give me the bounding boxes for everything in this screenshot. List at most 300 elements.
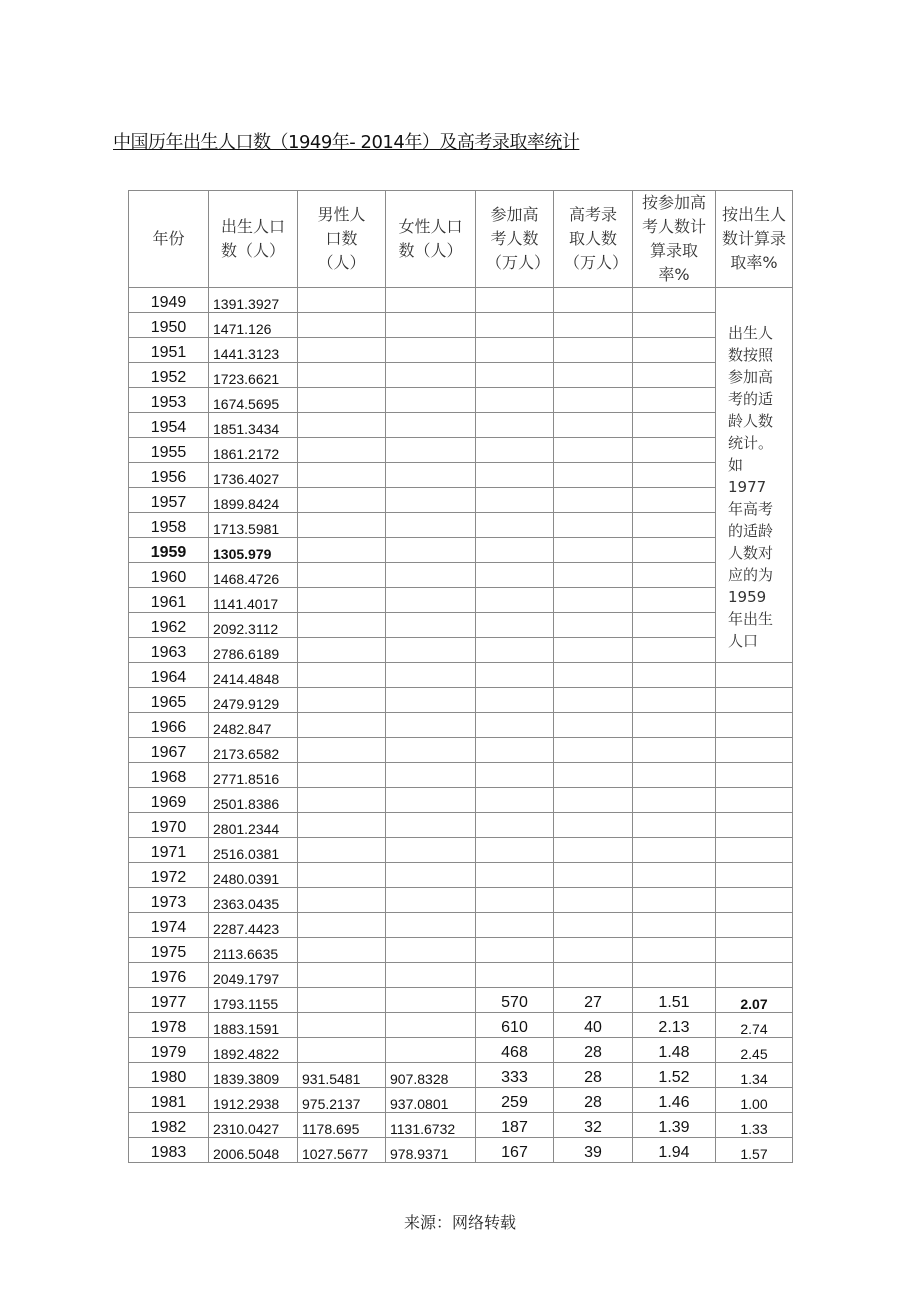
table-cell (298, 363, 386, 388)
table-cell (476, 588, 554, 613)
table-cell (633, 363, 716, 388)
table-cell (476, 463, 554, 488)
table-cell: 2.07 (716, 988, 793, 1013)
header-year: 年份 (129, 191, 209, 288)
table-cell (476, 288, 554, 313)
table-cell: 1.39 (633, 1113, 716, 1138)
table-cell (476, 413, 554, 438)
table-cell (554, 538, 633, 563)
table-cell: 907.8328 (386, 1063, 476, 1088)
table-row (129, 313, 793, 338)
table-row (129, 1138, 793, 1163)
table-cell: 2173.6582 (209, 738, 298, 763)
table-row (129, 913, 793, 938)
table-cell (554, 913, 633, 938)
table-cell (554, 638, 633, 663)
table-cell: 1723.6621 (209, 363, 298, 388)
table-cell (298, 313, 386, 338)
table-cell: 978.9371 (386, 1138, 476, 1163)
table-cell: 1.51 (633, 988, 716, 1013)
table-cell: 1793.1155 (209, 988, 298, 1013)
table-cell (633, 913, 716, 938)
table-row (129, 513, 793, 538)
table-cell (386, 713, 476, 738)
table-cell (386, 663, 476, 688)
table-cell: 1899.8424 (209, 488, 298, 513)
table-cell (633, 288, 716, 313)
table-cell (476, 638, 554, 663)
table-cell (298, 1038, 386, 1063)
table-cell (554, 413, 633, 438)
table-cell: 1950 (129, 313, 209, 338)
table-row (129, 488, 793, 513)
table-cell: 1958 (129, 513, 209, 538)
table-cell: 1978 (129, 1013, 209, 1038)
table-cell (386, 988, 476, 1013)
table-cell (633, 888, 716, 913)
table-cell: 1964 (129, 663, 209, 688)
table-row (129, 963, 793, 988)
table-cell (554, 938, 633, 963)
table-cell (298, 288, 386, 313)
table-cell: 1981 (129, 1088, 209, 1113)
table-cell (554, 963, 633, 988)
table-cell (554, 488, 633, 513)
table-cell: 2414.4848 (209, 663, 298, 688)
table-cell (298, 438, 386, 463)
header-admitted: 高考录取人数（万人） (554, 191, 633, 288)
table-cell (386, 913, 476, 938)
table-cell (554, 313, 633, 338)
table-cell (716, 838, 793, 863)
table-cell: 570 (476, 988, 554, 1013)
table-cell: 1713.5981 (209, 513, 298, 538)
table-cell (386, 1013, 476, 1038)
table-cell: 1968 (129, 763, 209, 788)
table-cell: 1966 (129, 713, 209, 738)
table-cell: 1.52 (633, 1063, 716, 1088)
table-cell: 1959 (129, 538, 209, 563)
table-row (129, 788, 793, 813)
table-cell (633, 963, 716, 988)
table-row (129, 438, 793, 463)
table-cell: 2310.0427 (209, 1113, 298, 1138)
table-cell (476, 788, 554, 813)
table-cell (386, 613, 476, 638)
table-cell: 1956 (129, 463, 209, 488)
table-cell (386, 338, 476, 363)
table-cell (386, 288, 476, 313)
table-cell: 333 (476, 1063, 554, 1088)
table-row (129, 563, 793, 588)
table-cell: 2801.2344 (209, 813, 298, 838)
table-cell (386, 938, 476, 963)
table-cell (298, 913, 386, 938)
table-cell (633, 463, 716, 488)
table-cell (476, 488, 554, 513)
table-cell (476, 863, 554, 888)
table-cell (554, 438, 633, 463)
table-cell (386, 738, 476, 763)
table-cell (386, 838, 476, 863)
table-cell (386, 588, 476, 613)
table-cell (554, 363, 633, 388)
table-cell (716, 738, 793, 763)
table-cell (386, 388, 476, 413)
table-cell (298, 463, 386, 488)
table-cell: 1967 (129, 738, 209, 763)
table-cell: 40 (554, 1013, 633, 1038)
table-cell (554, 463, 633, 488)
table-cell: 1982 (129, 1113, 209, 1138)
table-cell: 1471.126 (209, 313, 298, 338)
table-cell (633, 513, 716, 538)
table-row (129, 938, 793, 963)
table-cell (633, 638, 716, 663)
table-cell: 259 (476, 1088, 554, 1113)
table-cell (298, 688, 386, 713)
table-cell (386, 563, 476, 588)
table-cell (554, 563, 633, 588)
table-cell (554, 763, 633, 788)
table-row (129, 763, 793, 788)
table-row (129, 588, 793, 613)
header-row (129, 191, 793, 288)
table-cell: 167 (476, 1138, 554, 1163)
table-row (129, 288, 793, 313)
table-cell (298, 513, 386, 538)
table-cell (476, 513, 554, 538)
header-rate-examinees: 按参加高考人数计算录取率% (633, 191, 716, 288)
table-cell (298, 413, 386, 438)
table-cell (386, 788, 476, 813)
table-cell: 1305.979 (209, 538, 298, 563)
table-cell (633, 338, 716, 363)
header-rate-births: 按出生人数计算录取率% (716, 191, 793, 288)
table-row (129, 388, 793, 413)
table-cell: 1955 (129, 438, 209, 463)
table-cell: 1983 (129, 1138, 209, 1163)
table-cell: 1951 (129, 338, 209, 363)
table-cell (633, 938, 716, 963)
table-cell (386, 1038, 476, 1063)
table-cell (476, 888, 554, 913)
table-cell (476, 663, 554, 688)
table-cell: 1972 (129, 863, 209, 888)
table-row (129, 1013, 793, 1038)
table-cell: 1.48 (633, 1038, 716, 1063)
table-cell: 1912.2938 (209, 1088, 298, 1113)
table-cell: 1674.5695 (209, 388, 298, 413)
table-cell: 937.0801 (386, 1088, 476, 1113)
table-cell: 1970 (129, 813, 209, 838)
table-cell (476, 363, 554, 388)
table-cell: 2516.0381 (209, 838, 298, 863)
table-cell: 28 (554, 1038, 633, 1063)
table-cell: 2482.847 (209, 713, 298, 738)
table-cell: 2.74 (716, 1013, 793, 1038)
table-cell: 1954 (129, 413, 209, 438)
table-cell (554, 813, 633, 838)
table-cell: 1391.3927 (209, 288, 298, 313)
table-cell (633, 838, 716, 863)
table-row (129, 613, 793, 638)
table-row (129, 813, 793, 838)
table-cell: 2363.0435 (209, 888, 298, 913)
table-cell: 1973 (129, 888, 209, 913)
table-cell: 975.2137 (298, 1088, 386, 1113)
table-cell: 1963 (129, 638, 209, 663)
table-cell: 1.94 (633, 1138, 716, 1163)
table-cell: 2113.6635 (209, 938, 298, 963)
table-cell: 1969 (129, 788, 209, 813)
table-cell (476, 838, 554, 863)
table-cell (633, 488, 716, 513)
table-cell: 1976 (129, 963, 209, 988)
table-cell (716, 938, 793, 963)
table-cell (554, 388, 633, 413)
table-cell (716, 763, 793, 788)
table-cell: 1851.3434 (209, 413, 298, 438)
table-cell (633, 588, 716, 613)
table-cell (298, 663, 386, 688)
table-row (129, 863, 793, 888)
table-cell (476, 913, 554, 938)
table-cell (476, 938, 554, 963)
table-cell (386, 513, 476, 538)
table-cell (554, 738, 633, 763)
table-cell (633, 713, 716, 738)
table-cell (386, 363, 476, 388)
table-cell (633, 688, 716, 713)
table-cell (298, 888, 386, 913)
table-cell (298, 938, 386, 963)
table-cell: 39 (554, 1138, 633, 1163)
header-examinees: 参加高考人数（万人） (476, 191, 554, 288)
table-row (129, 463, 793, 488)
table-cell: 2501.8386 (209, 788, 298, 813)
table-cell: 28 (554, 1063, 633, 1088)
table-cell: 2006.5048 (209, 1138, 298, 1163)
table-cell: 2287.4423 (209, 913, 298, 938)
table-row (129, 713, 793, 738)
table-cell (554, 613, 633, 638)
table-cell (386, 638, 476, 663)
table-cell: 1861.2172 (209, 438, 298, 463)
table-row (129, 338, 793, 363)
table-cell: 1892.4822 (209, 1038, 298, 1063)
table-cell: 1949 (129, 288, 209, 313)
table-row (129, 1088, 793, 1113)
table-row (129, 988, 793, 1013)
table-cell (633, 788, 716, 813)
table-cell: 610 (476, 1013, 554, 1038)
table-cell (716, 713, 793, 738)
table-cell: 1131.6732 (386, 1113, 476, 1138)
table-row (129, 663, 793, 688)
table-cell (298, 813, 386, 838)
table-cell: 1.57 (716, 1138, 793, 1163)
table-cell (298, 563, 386, 588)
table-cell: 1960 (129, 563, 209, 588)
table-cell (386, 763, 476, 788)
document-title: 中国历年出生人口数（1949年- 2014年）及高考录取率统计 (113, 132, 580, 153)
table-cell (298, 538, 386, 563)
table-cell (476, 388, 554, 413)
table-cell: 1957 (129, 488, 209, 513)
table-cell (386, 413, 476, 438)
table-row (129, 888, 793, 913)
table-cell (716, 788, 793, 813)
table-row (129, 413, 793, 438)
table-cell: 1.00 (716, 1088, 793, 1113)
table-cell: 27 (554, 988, 633, 1013)
table-cell: 1736.4027 (209, 463, 298, 488)
table-cell (633, 863, 716, 888)
table-cell (386, 688, 476, 713)
birth-exam-table (128, 190, 793, 1163)
table-cell: 1974 (129, 913, 209, 938)
table-cell (298, 588, 386, 613)
table-cell: 1961 (129, 588, 209, 613)
table-cell: 1962 (129, 613, 209, 638)
header-female: 女性人口数（人） (386, 191, 476, 288)
table-cell (554, 688, 633, 713)
note-cell: 出生人数按照参加高考的适龄人数统计。如 1977 年高考的适龄人数对应的为 1959 年出生人口 (716, 288, 793, 663)
table-cell: 2479.9129 (209, 688, 298, 713)
table-row (129, 638, 793, 663)
table-cell (633, 563, 716, 588)
table-cell: 1.46 (633, 1088, 716, 1113)
table-row (129, 838, 793, 863)
header-births: 出生人口数（人） (209, 191, 298, 288)
table-cell (298, 713, 386, 738)
table-cell: 1977 (129, 988, 209, 1013)
table-cell: 28 (554, 1088, 633, 1113)
table-cell: 1839.3809 (209, 1063, 298, 1088)
table-cell: 2092.3112 (209, 613, 298, 638)
table-cell (633, 438, 716, 463)
table-cell: 1441.3123 (209, 338, 298, 363)
table-cell (386, 438, 476, 463)
table-cell (633, 313, 716, 338)
table-cell (476, 738, 554, 763)
table-cell (554, 713, 633, 738)
table-cell: 187 (476, 1113, 554, 1138)
table-row (129, 688, 793, 713)
table-cell: 1975 (129, 938, 209, 963)
table-cell: 2786.6189 (209, 638, 298, 663)
table-cell (633, 763, 716, 788)
table-cell (386, 313, 476, 338)
table-cell (554, 588, 633, 613)
table-cell: 1980 (129, 1063, 209, 1088)
table-cell (716, 963, 793, 988)
table-cell: 468 (476, 1038, 554, 1063)
table-cell (554, 513, 633, 538)
table-cell: 2771.8516 (209, 763, 298, 788)
table-cell (476, 688, 554, 713)
table-cell (386, 488, 476, 513)
table-cell (298, 863, 386, 888)
table-cell (386, 963, 476, 988)
table-cell (298, 388, 386, 413)
table-cell (554, 663, 633, 688)
table-cell (633, 538, 716, 563)
table-cell: 931.5481 (298, 1063, 386, 1088)
table-cell (476, 438, 554, 463)
table-cell (386, 538, 476, 563)
table-cell (386, 863, 476, 888)
table-cell (298, 763, 386, 788)
table-cell: 1.33 (716, 1113, 793, 1138)
table-cell: 2.13 (633, 1013, 716, 1038)
table-cell (476, 563, 554, 588)
table-cell: 1971 (129, 838, 209, 863)
table-cell: 1979 (129, 1038, 209, 1063)
table-cell: 1952 (129, 363, 209, 388)
table-cell: 1953 (129, 388, 209, 413)
table-cell (298, 638, 386, 663)
table-cell (298, 963, 386, 988)
table-cell (716, 688, 793, 713)
table-cell (476, 338, 554, 363)
table-cell: 32 (554, 1113, 633, 1138)
header-male: 男性人口数（人） (298, 191, 386, 288)
table-cell (386, 813, 476, 838)
table-cell (476, 713, 554, 738)
table-cell (476, 963, 554, 988)
table-cell (633, 663, 716, 688)
table-cell (633, 813, 716, 838)
table-cell (298, 1013, 386, 1038)
table-cell (476, 813, 554, 838)
table-cell: 2049.1797 (209, 963, 298, 988)
table-row (129, 363, 793, 388)
table-cell: 1027.5677 (298, 1138, 386, 1163)
table-cell (386, 888, 476, 913)
table-cell (716, 913, 793, 938)
table-cell: 2.45 (716, 1038, 793, 1063)
table-cell: 1883.1591 (209, 1013, 298, 1038)
table-cell: 2480.0391 (209, 863, 298, 888)
table-cell (716, 813, 793, 838)
table-row (129, 1063, 793, 1088)
table-cell (554, 338, 633, 363)
table-cell: 1468.4726 (209, 563, 298, 588)
table-cell (633, 388, 716, 413)
table-cell (298, 338, 386, 363)
table-cell (386, 463, 476, 488)
table-row (129, 1038, 793, 1063)
table-cell (298, 838, 386, 863)
table-cell (716, 863, 793, 888)
table-cell (476, 613, 554, 638)
table-cell (476, 763, 554, 788)
table-cell (476, 313, 554, 338)
table-cell (298, 988, 386, 1013)
table-cell (554, 838, 633, 863)
table-cell (554, 888, 633, 913)
table-cell: 1178.695 (298, 1113, 386, 1138)
table-cell (633, 613, 716, 638)
table-cell (298, 613, 386, 638)
table-row (129, 738, 793, 763)
table-row (129, 538, 793, 563)
table-cell (298, 488, 386, 513)
table-cell: 1141.4017 (209, 588, 298, 613)
table-cell: 1.34 (716, 1063, 793, 1088)
